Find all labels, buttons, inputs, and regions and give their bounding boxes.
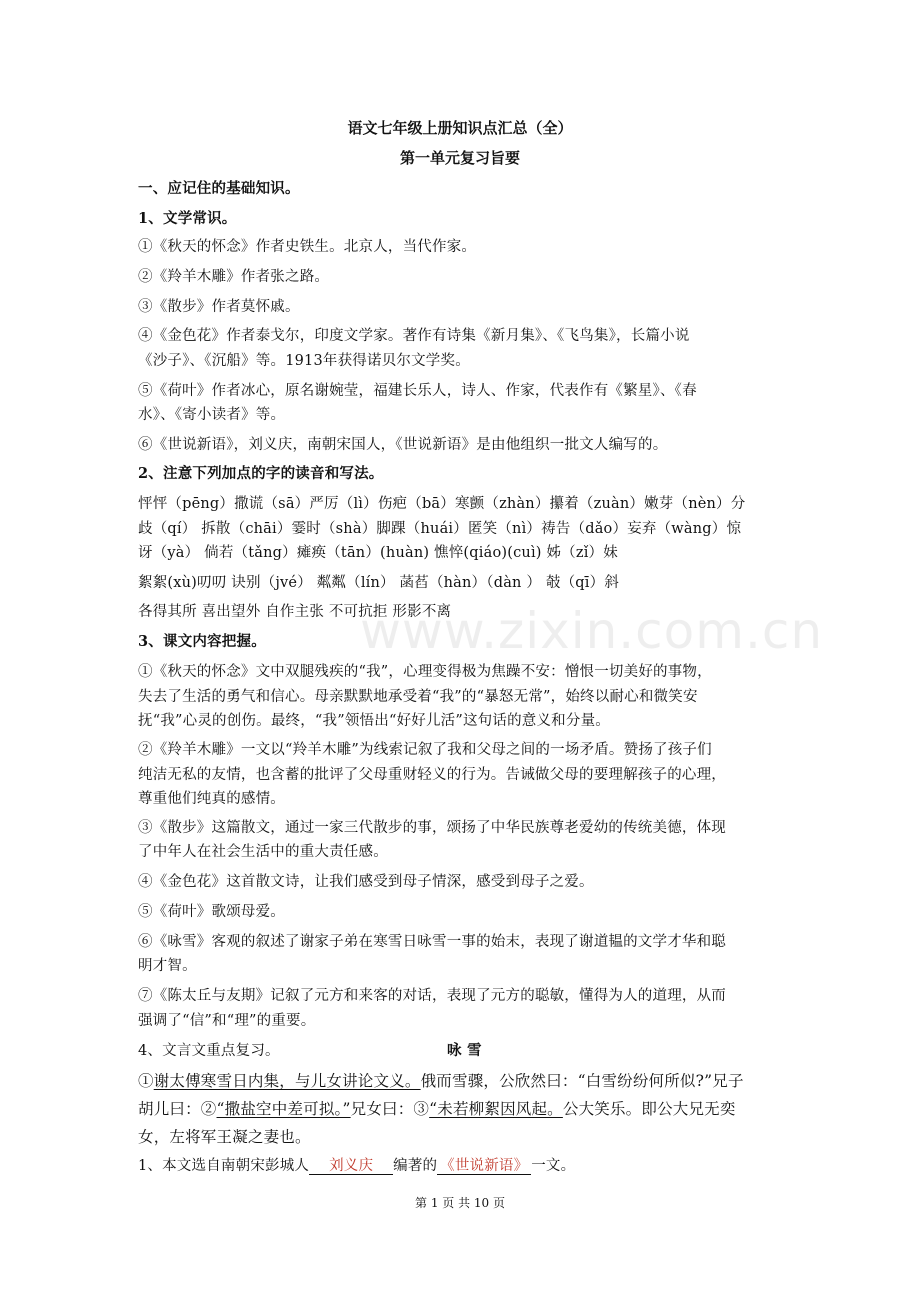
content-line: 强调了“信”和“理”的重要。 bbox=[138, 1013, 316, 1029]
classical-heading-line bbox=[138, 1039, 788, 1060]
unit-title: 第一单元复习旨要 bbox=[399, 149, 520, 167]
content-line: 失去了生活的勇气和信心。母亲默默地承受着“我”的“暴怒无常”，始终以耐心和微笑安 bbox=[138, 689, 698, 705]
literature-line: 水》、《寄小读者》等。 bbox=[138, 407, 286, 423]
content-line: ③《散步》这篇散文，通过一家三代散步的事，颂扬了中华民族尊老爱幼的传统美德，体现 bbox=[138, 820, 726, 836]
content-line: ①《秋天的怀念》文中双腿残疾的“我”，心理变得极为焦躁不安：憎恨一切美好的事物， bbox=[138, 664, 712, 680]
content-line: 抚“我”心灵的创伤。最终，“我”领悟出“好好儿活”这句话的意义和分量。 bbox=[138, 713, 610, 729]
classical-marker: ① bbox=[138, 1072, 154, 1090]
pinyin-line: 讶（yà） 倘若（tǎng）瘫痪（tān）(huàn) 憔悴(qiáo)(cuì) 姊（zǐ）妹 bbox=[138, 545, 618, 561]
literature-line: ⑥《世说新语》，刘义庆，南朝宋国人，《世说新语》是由他组织一批文人编写的。 bbox=[138, 437, 668, 453]
underlined-phrase: “未若柳絮因风起。 bbox=[429, 1100, 563, 1118]
answer-blank: 刘义庆 bbox=[309, 1158, 393, 1175]
literature-line: ⑤《荷叶》作者冰心，原名谢婉莹，福建长乐人，诗人、作家，代表作有《繁星》、《春 bbox=[138, 383, 697, 399]
classical-text: 胡儿曰：② bbox=[138, 1100, 217, 1118]
content-line: 了中年人在社会生活中的重大责任感。 bbox=[138, 844, 388, 860]
classical-text-line bbox=[138, 1097, 788, 1119]
underlined-phrase: “撒盐空中差可拟。” bbox=[216, 1100, 351, 1118]
answer-blank: 《世说新语》 bbox=[437, 1158, 531, 1175]
literature-line: ③《散步》作者莫怀戚。 bbox=[138, 299, 300, 315]
subsection-heading: 2、注意下列加点的字的读音和写法。 bbox=[138, 465, 384, 482]
question-text: 一文。 bbox=[531, 1158, 576, 1174]
content-line: ④《金色花》这首散文诗，让我们感受到母子情深，感受到母子之爱。 bbox=[138, 874, 594, 890]
literature-line: ②《羚羊木雕》作者张之路。 bbox=[138, 269, 330, 285]
content-line: ⑥《咏雪》客观的叙述了谢家子弟在寒雪日咏雪一事的始末，表现了谢道韫的文学才华和聪 bbox=[138, 934, 726, 950]
literature-line: ①《秋天的怀念》作者史铁生。北京人，当代作家。 bbox=[138, 239, 477, 255]
section-heading: 一、应记住的基础知识。 bbox=[138, 180, 300, 197]
classical-text: 公大笑乐。即公大兄无奕 bbox=[562, 1100, 736, 1118]
classical-text: 俄而雪骤，公欣然曰：“白雪纷纷何所似?”兄子 bbox=[420, 1072, 744, 1090]
classical-text-line bbox=[138, 1069, 788, 1091]
poem-title: 咏 雪 bbox=[447, 1042, 482, 1059]
classical-text: 兄女曰：③ bbox=[350, 1100, 430, 1118]
pinyin-line: 絮絮(xù)叨叨 诀别（jvé） 粼粼（lín） 菡萏（hàn）（dàn ） 攲（qī）斜 bbox=[138, 575, 620, 591]
question-text: 编著的 bbox=[393, 1158, 438, 1174]
content-line: 纯洁无私的友情，也含蓄的批评了父母重财轻义的行为。告诫做父母的要理解孩子的心理， bbox=[138, 767, 726, 783]
page-footer: 第 1 页 共 10 页 bbox=[415, 1196, 505, 1210]
pinyin-line: 怦怦（pēng）撒谎（sā）严厉（lì）伤疤（bā）寒颤（zhàn）攥着（zuàn）嫩芽（nèn）分 bbox=[138, 496, 746, 512]
subsection-heading: 4、文言文重点复习。 bbox=[138, 1043, 280, 1059]
document-title: 语文七年级上册知识点汇总（全） bbox=[347, 119, 573, 137]
subsection-heading: 1、文学常识。 bbox=[138, 210, 237, 227]
literature-line: ④《金色花》作者泰戈尔，印度文学家。著作有诗集《新月集》、《飞鸟集》，长篇小说 bbox=[138, 328, 690, 344]
idiom-line: 各得其所 喜出望外 自作主张 不可抗拒 形影不离 bbox=[138, 604, 452, 620]
watermark: www.zixin.com.cn bbox=[360, 602, 824, 660]
question-text: 1、本文选自南朝宋彭城人 bbox=[138, 1158, 310, 1174]
subsection-heading: 3、课文内容把握。 bbox=[138, 633, 266, 650]
content-line: 尊重他们纯真的感情。 bbox=[138, 791, 285, 807]
content-line: ⑦《陈太丘与友期》记叙了元方和来客的对话，表现了元方的聪敏，懂得为人的道理，从而 bbox=[138, 988, 726, 1004]
question-line bbox=[138, 1154, 788, 1175]
literature-line: 《沙子》、《沉船》等。1913年获得诺贝尔文学奖。 bbox=[138, 353, 470, 369]
underlined-phrase: 谢太傅寒雪日内集，与儿女讲论文义。 bbox=[153, 1072, 421, 1090]
pinyin-line: 歧（qí） 拆散（chāi）霎时（shà）脚踝（huái）匿笑（nì）祷告（dǎo）妄弃（wàng）惊 bbox=[138, 521, 742, 537]
content-line: ②《羚羊木雕》一文以“羚羊木雕”为线索记叙了我和父母之间的一场矛盾。赞扬了孩子们 bbox=[138, 742, 712, 758]
content-line: 明才智。 bbox=[138, 958, 197, 974]
classical-text-line: 女，左将军王凝之妻也。 bbox=[138, 1128, 311, 1146]
content-line: ⑤《荷叶》歌颂母爱。 bbox=[138, 904, 285, 920]
